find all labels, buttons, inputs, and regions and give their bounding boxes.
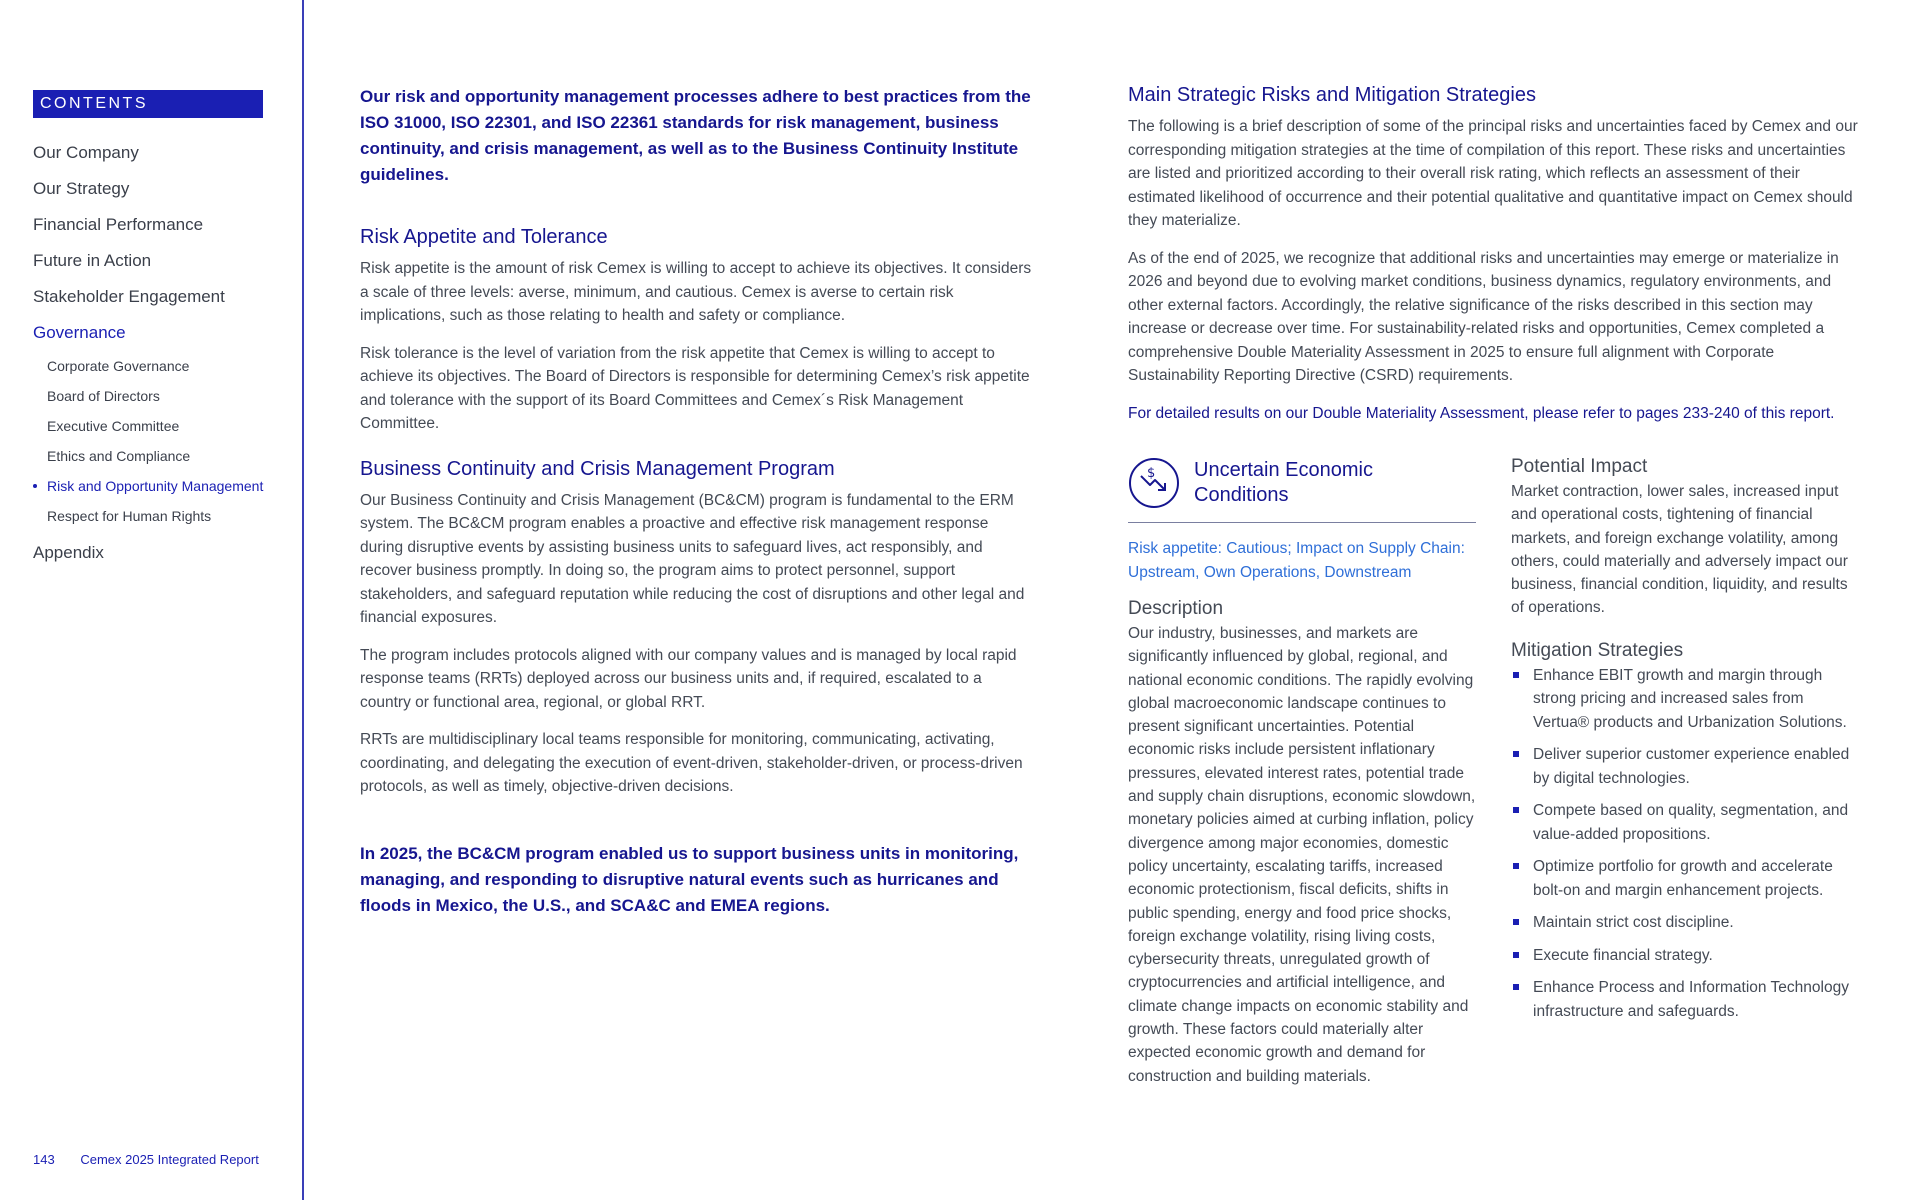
risk-impact-and-mitigation bbox=[1511, 456, 1863, 1032]
mitigation-text: Deliver superior customer experience enabled by digital technologies. bbox=[1533, 746, 1850, 787]
mitigation-strategies-heading: Mitigation Strategies bbox=[1511, 639, 1684, 661]
risk-tolerance-paragraph: Risk tolerance is the level of variation from the risk appetite that Cemex is willing to accept to achieve its objectives. The Board of Directors is responsible for determining Cemex’s risk appetite and tolerance with the support of its Board Committees and Cemex´s Risk Management Committee. bbox=[360, 344, 1030, 432]
svg-text:$: $ bbox=[1147, 466, 1156, 481]
table-of-contents-sidebar bbox=[0, 0, 304, 1200]
square-bullet-icon bbox=[1513, 807, 1519, 813]
risk-card-main bbox=[1128, 452, 1476, 1088]
bccm-paragraph-1: Our Business Continuity and Crisis Management (BC&CM) program is fundamental to the ERM system. The BC&CM program enables a proactive and effective risk management response during disruptive events by assisting business units to safeguard lives, act responsibly, and recover business promptly. In doing so, the program aims to protect personnel, support stakeholders, and safeguard reputation while reducing the cost of disruptions and other legal and financial exposures. bbox=[360, 491, 1025, 626]
list-item bbox=[1511, 664, 1863, 735]
potential-impact-text: Market contraction, lower sales, increased input and operational costs, tightening of financial markets, and foreign exchange volatility, among others, could materially and adversely impact our business, financial condition, liquidity, and results of operations. bbox=[1511, 483, 1848, 617]
mitigation-text: Maintain strict cost discipline. bbox=[1533, 914, 1734, 932]
intro-statement: Our risk and opportunity management processes adhere to best practices from the ISO 31000, ISO 22301, and ISO 22361 standards for risk management, business continuity, and crisis management, as well as to the Business Continuity Institute guidelines. bbox=[360, 87, 1031, 184]
mitigation-list bbox=[1511, 664, 1863, 1024]
list-item bbox=[1511, 799, 1863, 846]
list-item bbox=[1511, 743, 1863, 790]
contents-nav bbox=[33, 135, 298, 571]
active-bullet-icon bbox=[33, 484, 37, 488]
nav-subitem-corporate-governance[interactable]: Corporate Governance bbox=[47, 358, 190, 374]
nav-item-appendix[interactable]: Appendix bbox=[33, 543, 104, 562]
risk-appetite-heading: Risk Appetite and Tolerance bbox=[360, 226, 608, 248]
bccm-heading: Business Continuity and Crisis Management Program bbox=[360, 457, 835, 480]
risk-card-header bbox=[1128, 452, 1476, 523]
nav-subitem-label: Risk and Opportunity Management bbox=[47, 478, 264, 494]
page-number: 143 bbox=[33, 1152, 55, 1167]
nav-item-financial-performance[interactable]: Financial Performance bbox=[33, 215, 204, 234]
description-heading: Description bbox=[1128, 598, 1224, 619]
sidebar-divider bbox=[302, 0, 304, 1200]
mitigation-text: Enhance Process and Information Technology infrastructure and safeguards. bbox=[1533, 979, 1849, 1020]
mitigation-text: Optimize portfolio for growth and accelerate bolt-on and margin enhancement projects. bbox=[1533, 858, 1833, 899]
list-item bbox=[1511, 976, 1863, 1023]
risk-appetite-statement: Risk appetite: Cautious; Impact on Supply Chain: Upstream, Own Operations, Downstream bbox=[1128, 540, 1465, 581]
nav-subitem-respect-for-human-rights[interactable]: Respect for Human Rights bbox=[47, 508, 212, 524]
square-bullet-icon bbox=[1513, 919, 1519, 925]
nav-subitem-risk-and-opportunity-management[interactable] bbox=[33, 471, 298, 501]
square-bullet-icon bbox=[1513, 984, 1519, 990]
left-column bbox=[360, 84, 1035, 919]
risk-appetite-paragraph: Risk appetite is the amount of risk Cemex is willing to accept to achieve its objectives. It considers a scale of three levels: averse, minimum, and cautious. Cemex is averse to certain risk implications, such as those relating to health and safety or compliance. bbox=[360, 260, 1032, 324]
bccm-paragraph-3: RRTs are multidisciplinary local teams responsible for monitoring, communicating, activating, coordinating, and delegating the execution of event-driven, stakeholder-driven, or process-driven protocols, as well as timely, objective-driven decisions. bbox=[360, 731, 1023, 795]
contents-label: CONTENTS bbox=[33, 90, 263, 118]
report-title: Cemex 2025 Integrated Report bbox=[80, 1152, 259, 1167]
nav-item-future-in-action[interactable]: Future in Action bbox=[33, 251, 152, 270]
page-footer bbox=[33, 1152, 259, 1167]
nav-subitem-executive-committee[interactable]: Executive Committee bbox=[47, 418, 180, 434]
risk-title-line-1: Uncertain Economic bbox=[1194, 459, 1373, 481]
list-item bbox=[1511, 944, 1863, 968]
mitigation-text: Enhance EBIT growth and margin through strong pricing and increased sales from Vertua® products and Urbanization Solutions. bbox=[1533, 666, 1847, 731]
double-materiality-link[interactable]: For detailed results on our Double Materiality Assessment, please refer to pages 233-240 of this report. bbox=[1128, 404, 1835, 422]
risk-title-line-2: Conditions bbox=[1194, 484, 1289, 506]
nav-item-our-strategy[interactable]: Our Strategy bbox=[33, 179, 130, 198]
strategic-risks-paragraph-2: As of the end of 2025, we recognize that additional risks and uncertainties may emerge or materialize in 2026 and beyond due to evolving market conditions, business dynamics, regulatory environments, and other external factors. Accordingly, the relative significance of the risks described in this section may increase or decrease over time. For sustainability-related risks and opportunities, Cemex completed a comprehensive Double Materiality Assessment in 2025 to ensure full alignment with Corporate Sustainability Reporting Directive (CSRD) requirements. bbox=[1128, 249, 1839, 384]
economic-downturn-icon bbox=[1128, 457, 1180, 509]
strategic-risks-paragraph-1: The following is a brief description of some of the principal risks and uncertainties faced by Cemex and our corresponding mitigation strategies at the time of compilation of this report. These risks and uncertainties are listed and prioritized according to their overall risk rating, which reflects an assessment of their estimated likelihood of occurrence and their potential qualitative and quantitative impact on Cemex should they materialize. bbox=[1128, 118, 1858, 229]
list-item bbox=[1511, 911, 1863, 935]
nav-item-governance[interactable]: Governance bbox=[33, 323, 126, 342]
strategic-risks-heading: Main Strategic Risks and Mitigation Strategies bbox=[1128, 84, 1536, 106]
mitigation-text: Execute financial strategy. bbox=[1533, 946, 1713, 964]
square-bullet-icon bbox=[1513, 952, 1519, 958]
square-bullet-icon bbox=[1513, 672, 1519, 678]
bccm-paragraph-2: The program includes protocols aligned with our company values and is managed by local rapid response teams (RRTs) deployed across our business units and, if required, escalated to a country or functional area, regional, or global RRT. bbox=[360, 646, 1017, 711]
bccm-highlight: In 2025, the BC&CM program enabled us to support business units in monitoring, managing, and responding to disruptive natural events such as hurricanes and floods in Mexico, the U.S., and SCA&C and EMEA regions. bbox=[360, 843, 1019, 915]
square-bullet-icon bbox=[1513, 863, 1519, 869]
risk-title bbox=[1194, 458, 1373, 508]
square-bullet-icon bbox=[1513, 751, 1519, 757]
potential-impact-heading: Potential Impact bbox=[1511, 456, 1648, 477]
mitigation-text: Compete based on quality, segmentation, and value-added propositions. bbox=[1533, 802, 1849, 843]
nav-item-stakeholder-engagement[interactable]: Stakeholder Engagement bbox=[33, 287, 225, 306]
risk-description: Our industry, businesses, and markets are significantly influenced by global, regional, and national economic conditions. The rapidly evolving global macroeconomic landscape continues to present significant uncertainties. Potential economic risks include persistent inflationary pressures, elevated interest rates, potential trade and supply chain disruptions, economic slowdown, monetary policies aimed at curbing inflation, policy divergence among major economies, domestic policy uncertainty, escalating tariffs, increased economic protectionism, fiscal deficits, shifts in public spending, energy and food price shocks, foreign exchange volatility, rising living costs, cybersecurity threats, unregulated growth of cryptocurrencies and artificial intelligence, and climate change impacts on economic stability and growth. These factors could materially alter expected economic growth and demand for construction and building materials. bbox=[1128, 625, 1476, 1085]
list-item bbox=[1511, 855, 1863, 902]
nav-subitem-ethics-and-compliance[interactable]: Ethics and Compliance bbox=[47, 448, 191, 464]
right-column bbox=[1128, 84, 1863, 439]
nav-item-our-company[interactable]: Our Company bbox=[33, 143, 139, 162]
nav-subitem-board-of-directors[interactable]: Board of Directors bbox=[47, 388, 160, 404]
